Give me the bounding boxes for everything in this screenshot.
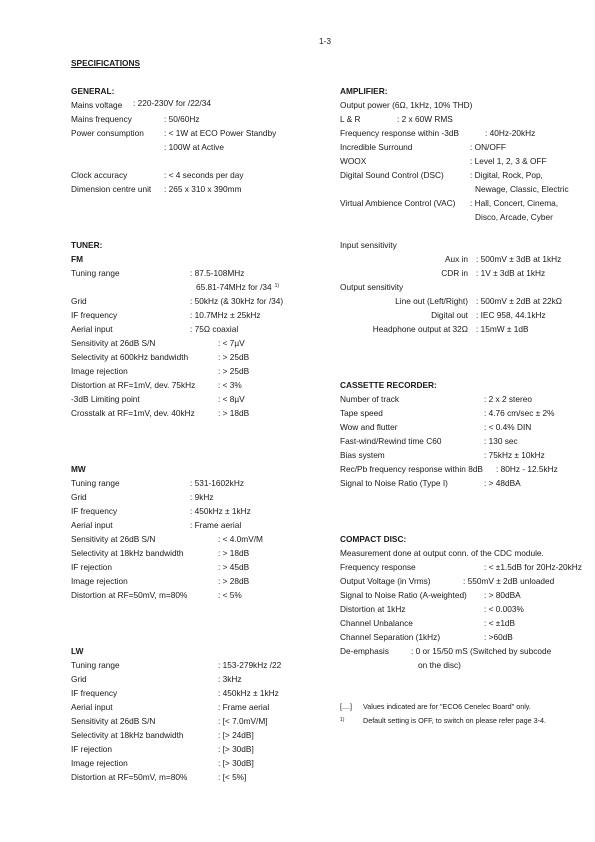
input-label-aux: Aux in [444,254,468,264]
fm-value-tuning-range-34-text: 65.81-74MHz for /34 [196,282,272,292]
cd-label-distortion: Distortion at 1kHz [340,604,406,614]
fm-label-distortion: Distortion at RF=1mV, dev. 75kHz [71,380,196,390]
fm-value-tuning-range-34 [196,282,279,294]
lw-value-selectivity: : [> 24dB] [218,730,254,740]
mw-value-selectivity: : > 18dB [218,548,250,558]
note-mark-brackets: [....] [340,702,352,711]
tuner-heading: TUNER: [71,240,103,250]
fm-label-tuning-range: Tuning range [71,268,120,278]
mw-label-if-rejection: IF rejection [71,562,113,572]
note-text-default-off: Default setting is OFF, to switch on please refer page 3-4. [363,716,546,725]
fm-label-image-rejection: Image rejection [71,366,128,376]
general-label-dimension: Dimension centre unit [71,184,152,194]
amp-label-dsc: Digital Sound Control (DSC) [340,170,444,180]
general-value-mains-frequency: : 50/60Hz [164,114,200,124]
output-value-line-out: : 500mV ± 2dB at 22kΩ [476,296,562,306]
mw-value-distortion: : < 5% [218,590,242,600]
fm-value-sensitivity: : < 7µV [218,338,245,348]
amp-value-incredible-surround: : ON/OFF [470,142,506,152]
amp-value-frequency-response: : 40Hz-20kHz [485,128,536,138]
cd-intro: Measurement done at output conn. of the CDC module. [340,548,544,558]
cd-value-snr: : > 80dBA [484,590,521,600]
general-heading: GENERAL: [71,86,115,96]
lw-label-image-rejection: Image rejection [71,758,128,768]
fm-label-if-frequency: IF frequency [71,310,118,320]
amp-label-vac: Virtual Ambience Control (VAC) [340,198,456,208]
amp-value-woox: : Level 1, 2, 3 & OFF [470,156,547,166]
output-sensitivity-heading: Output sensitivity [340,282,404,292]
lw-label-tuning-range: Tuning range [71,660,120,670]
lw-label-aerial-input: Aerial input [71,702,113,712]
page-number: 1-3 [319,36,331,46]
cd-value-channel-separation: : >60dB [484,632,513,642]
cassette-heading: CASSETTE RECORDER: [340,380,437,390]
cassette-value-snr: : > 48dBA [484,478,521,488]
input-value-cdr: : 1V ± 3dB at 1kHz [476,268,546,278]
mw-label-tuning-range: Tuning range [71,478,120,488]
cassette-label-tracks: Number of track [340,394,400,404]
cassette-value-tape-speed: : 4.76 cm/sec ± 2% [484,408,555,418]
lw-value-distortion: : [< 5%] [218,772,247,782]
output-value-headphone: : 15mW ± 1dB [476,324,529,334]
lw-label-distortion: Distortion at RF=50mV, m=80% [71,772,188,782]
cassette-value-tracks: : 2 x 2 stereo [484,394,532,404]
cd-label-output-voltage: Output Voltage (in Vrms) [340,576,431,586]
mw-value-if-rejection: : > 45dB [218,562,250,572]
mw-label-distortion: Distortion at RF=50mV, m=80% [71,590,188,600]
amp-output-power: Output power (6Ω, 1kHz, 10% THD) [340,100,473,110]
fm-heading: FM [71,254,83,264]
general-label-mains-frequency: Mains frequency [71,114,132,124]
fm-value-grid: : 50kHz (& 30kHz for /34) [190,296,284,306]
amplifier-heading: AMPLIFIER: [340,86,388,96]
general-value-clock-accuracy: : < 4 seconds per day [164,170,244,180]
amp-label-lr: L & R [340,114,361,124]
amp-value-vac-1: : Hall, Concert, Cinema, [470,198,559,208]
fm-value-limiting-point: : < 8µV [218,394,245,404]
note-text-eco6: Values indicated are for "ECO6 Cenelec Board" only. [363,702,531,711]
lw-label-grid: Grid [71,674,87,684]
fm-label-aerial-input: Aerial input [71,324,113,334]
lw-value-grid: : 3kHz [218,674,242,684]
fm-label-grid: Grid [71,296,87,306]
mw-label-image-rejection: Image rejection [71,576,128,586]
mw-heading: MW [71,464,86,474]
lw-value-tuning-range: : 153-279kHz /22 [218,660,282,670]
cassette-label-wow-flutter: Wow and flutter [340,422,398,432]
fm-value-selectivity: : > 25dB [218,352,250,362]
lw-label-if-rejection: IF rejection [71,744,113,754]
mw-label-grid: Grid [71,492,87,502]
amp-label-incredible-surround: Incredible Surround [340,142,413,152]
cd-label-channel-unbalance: Channel Unbalance [340,618,413,628]
cassette-value-rec-pb: : 80Hz - 12.5kHz [496,464,558,474]
cd-label-de-emphasis: De-emphasis [340,646,389,656]
general-value-power-active: : 100W at Active [164,142,224,152]
lw-value-image-rejection: : [> 30dB] [218,758,254,768]
cd-value-frequency-response: : < ±1.5dB for 20Hz-20kHz [484,562,582,572]
cd-value-channel-unbalance: : < ±1dB [484,618,516,628]
general-label-clock-accuracy: Clock accuracy [71,170,128,180]
fm-value-aerial-input: : 75Ω coaxial [190,324,239,334]
lw-value-aerial-input: : Frame aerial [218,702,270,712]
input-sensitivity-heading: Input sensitivity [340,240,397,250]
mw-label-aerial-input: Aerial input [71,520,113,530]
cassette-value-bias: : 75kHz ± 10kHz [484,450,545,460]
mw-value-if-frequency: : 450kHz ± 1kHz [190,506,251,516]
cd-heading: COMPACT DISC: [340,534,407,544]
page-title: SPECIFICATIONS [71,58,140,68]
general-value-power-standby: : < 1W at ECO Power Standby [164,128,277,138]
fm-value-crosstalk: : > 18dB [218,408,250,418]
lw-label-selectivity: Selectivity at 18kHz bandwidth [71,730,184,740]
cassette-label-rec-pb: Rec/Pb frequency response within 8dB [340,464,483,474]
amp-value-vac-2: Disco, Arcade, Cyber [475,212,553,222]
amp-value-dsc-1: : Digital, Rock, Pop, [470,170,543,180]
input-value-aux: : 500mV ± 3dB at 1kHz [476,254,562,264]
general-label-mains-voltage: Mains voltage [71,100,123,110]
lw-value-if-rejection: : [> 30dB] [218,744,254,754]
output-label-line-out: Line out (Left/Right) [395,296,468,306]
output-label-headphone: Headphone output at 32Ω [372,324,468,334]
amp-label-frequency-response: Frequency response within -3dB [340,128,459,138]
lw-label-sensitivity: Sensitivity at 26dB S/N [71,716,156,726]
cassette-label-snr: Signal to Noise Ratio (Type I) [340,478,448,488]
footnote-mark: 1) [274,283,280,289]
cassette-label-bias: Bias system [340,450,385,460]
note-mark-footnote: 1) [340,717,345,723]
mw-value-grid: : 9kHz [190,492,214,502]
cd-value-de-emphasis-2: on the disc) [418,660,461,670]
fm-label-limiting-point: -3dB Limiting point [71,394,140,404]
cd-label-snr: Signal to Noise Ratio (A-weighted) [340,590,467,600]
mw-value-sensitivity: : < 4.0mV/M [218,534,263,544]
amp-label-woox: WOOX [340,156,367,166]
lw-value-sensitivity: : [< 7.0mV/M] [218,716,268,726]
cd-label-frequency-response: Frequency response [340,562,416,572]
cassette-value-fast-wind: : 130 sec [484,436,518,446]
lw-heading: LW [71,646,84,656]
cd-label-channel-separation: Channel Separation (1kHz) [340,632,441,642]
fm-value-if-frequency: : 10.7MHz ± 25kHz [190,310,261,320]
fm-label-sensitivity: Sensitivity at 26dB S/N [71,338,156,348]
mw-label-sensitivity: Sensitivity at 26dB S/N [71,534,156,544]
fm-value-tuning-range: : 87.5-108MHz [190,268,245,278]
cd-value-distortion: : < 0.003% [484,604,524,614]
output-value-digital-out: : IEC 958, 44.1kHz [476,310,546,320]
general-value-dimension: : 265 x 310 x 390mm [164,184,242,194]
fm-value-distortion: : < 3% [218,380,242,390]
fm-label-selectivity: Selectivity at 600kHz bandwidth [71,352,189,362]
input-label-cdr: CDR in [441,268,468,278]
mw-label-selectivity: Selectivity at 18kHz bandwidth [71,548,184,558]
general-value-mains-voltage: : 220-230V for /22/34 [133,98,211,108]
mw-value-image-rejection: : > 28dB [218,576,250,586]
cassette-value-wow-flutter: : < 0.4% DIN [484,422,532,432]
mw-label-if-frequency: IF frequency [71,506,118,516]
amp-value-dsc-2: Newage, Classic, Electric [475,184,569,194]
general-label-power-consumption: Power consumption [71,128,144,138]
mw-value-aerial-input: : Frame aerial [190,520,242,530]
cassette-label-fast-wind: Fast-wind/Rewind time C60 [340,436,442,446]
cassette-label-tape-speed: Tape speed [340,408,383,418]
cd-value-de-emphasis-1: : 0 or 15/50 mS (Switched by subcode [411,646,552,656]
fm-label-crosstalk: Crosstalk at RF=1mV, dev. 40kHz [71,408,195,418]
cd-value-output-voltage: : 550mV ± 2dB unloaded [463,576,555,586]
output-label-digital-out: Digital out [431,310,468,320]
lw-label-if-frequency: IF frequency [71,688,118,698]
amp-value-lr: : 2 x 60W RMS [397,114,453,124]
lw-value-if-frequency: : 450kHz ± 1kHz [218,688,279,698]
mw-value-tuning-range: : 531-1602kHz [190,478,244,488]
fm-value-image-rejection: : > 25dB [218,366,250,376]
